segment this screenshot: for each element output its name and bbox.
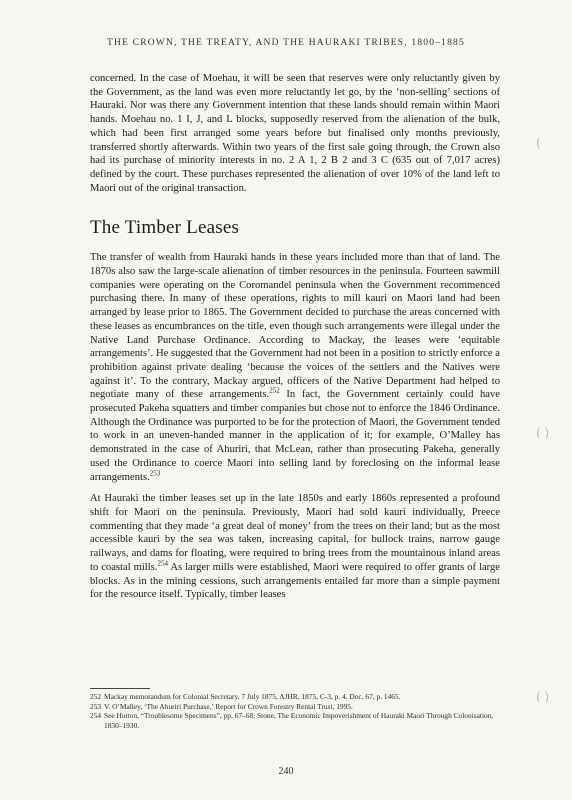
paragraph-hauraki-leases xyxy=(90,492,500,602)
footnote-number: 252 xyxy=(90,692,102,701)
running-head: THE CROWN, THE TREATY, AND THE HAURAKI TRIBES, 1800–1885 xyxy=(107,38,465,48)
section-heading: The Timber Leases xyxy=(90,217,240,239)
paragraph-text: In fact, the Government certainly could have prosecuted Pakeha squatters and timber companies but chose not to enforce the 1846 Ordinance. Although the Ordinance was purported to be for the protection of Maori, the Government tended to work in an uneven-handed manner in the application of it; for example, O’Malley has demonstrated in the case of Ahuriri, that McLean, rather than prosecuting Pakeha, generally used the Ordinance to coerce Maori into selling land by foreclosing on the informal lease arrangements. xyxy=(90,389,501,483)
footnote-text: V. O’Malley, ‘The Ahuriri Purchase,’ Report for Crown Forestry Rental Trust, 1995. xyxy=(104,701,353,711)
footnote-ref-252[interactable]: 252 xyxy=(269,386,280,395)
body-text xyxy=(90,72,500,602)
footnote-number: 253 xyxy=(90,701,102,711)
paragraph-text: The transfer of wealth from Hauraki hands in these years included more than that of land. The 1870s also saw the large-scale alienation of timber resources in the peninsula. Fourteen sawmill companies were operating on the Coromandel peninsula when the Government recommenced purchasing there. In many of these operations, rights to mill kauri on Maori land had been arranged by lease prior to 1865. The Government decided to purchase the areas concerned with these leases as encumbrances on the title, even though such arrangements were illegal under the Native Land Purchase Ordinance. According to Mackay, the leases were ‘equitable arrangements’. He suggested that the Government had not been in a position to strictly enforce a prohibition against private dealing ‘because the voices of the settlers and the Natives were against it’. To the contrary, Mackay argued, officers of the Native Department had helped to negotiate many of these arrangements. xyxy=(90,252,500,401)
footnote-divider xyxy=(90,688,150,689)
page-number: 240 xyxy=(278,766,294,777)
paragraph-text: At Hauraki the timber leases set up in the late 1850s and early 1860s represented a profound shift for Maori on the peninsula. Previously, Maori had sold kauri individually, Preece commenting that they made ‘a great deal of money’ from the trees on their land; but as the most accessible kauri by the sea was taken, increasing capital, for bullock trains, narrow gauge railways, and dams for floating, were required to bring trees from the mountainous inland areas to coastal mills. xyxy=(90,493,500,573)
footnote-ref-253[interactable]: 253 xyxy=(149,469,161,478)
footnote-number: 254 xyxy=(90,711,102,721)
footnote-text: Mackay memorandum for Colonial Secretary, 7 July 1875, AJHR, 1875, C-3, p. 4. Doc. 67, p. 1465. xyxy=(104,692,401,701)
margin-bracket-mark: ( xyxy=(536,136,541,150)
footnote-text: See Hutton, “Troublesome Specimens”, pp. 67–68; Stone, The Economic Impoverishment of Hauraki Maori Through Colonisation, 1830–1930. xyxy=(104,711,494,730)
footnote-item xyxy=(90,702,500,712)
footnotes xyxy=(90,688,500,730)
margin-bracket-mark: ( ) xyxy=(536,426,550,440)
paragraph-text: As larger mills were established, Maori were required to offer grants of large blocks. As in the mining cessions, such arrangements entailed far more than a simple payment for the resource itself. Typically, timber leases xyxy=(90,561,501,601)
footnote-item xyxy=(90,711,500,730)
footnote-ref-254[interactable]: 254 xyxy=(157,559,168,568)
intro-paragraph: concerned. In the case of Moehau, it will be seen that reserves were only reluctantly given by the Government, as the land was even more reluctantly let go, by the ‘non-selling’ sections of Hauraki. Nor was there any Government intention that these lands should remain within Maori hands. Moehau no. 1 I, J, and L blocks, supposedly reserved from the alienation of the bulk, which had been first arranged some years before but finalised only months previously, transferred shortly afterwards. Within two years of the first sale going through, the Crown also had its purchase of minority interests in no. 2 A 1, 2 B 2 and 3 C (635 out of 7,017 acres) defined by the court. These purchases represented the alienation of over 10% of the land left to Maori out of the original transaction. xyxy=(90,73,500,194)
footnote-item xyxy=(90,692,500,702)
margin-bracket-mark: ( ) xyxy=(536,690,550,704)
paragraph-timber-transfer xyxy=(90,251,500,484)
